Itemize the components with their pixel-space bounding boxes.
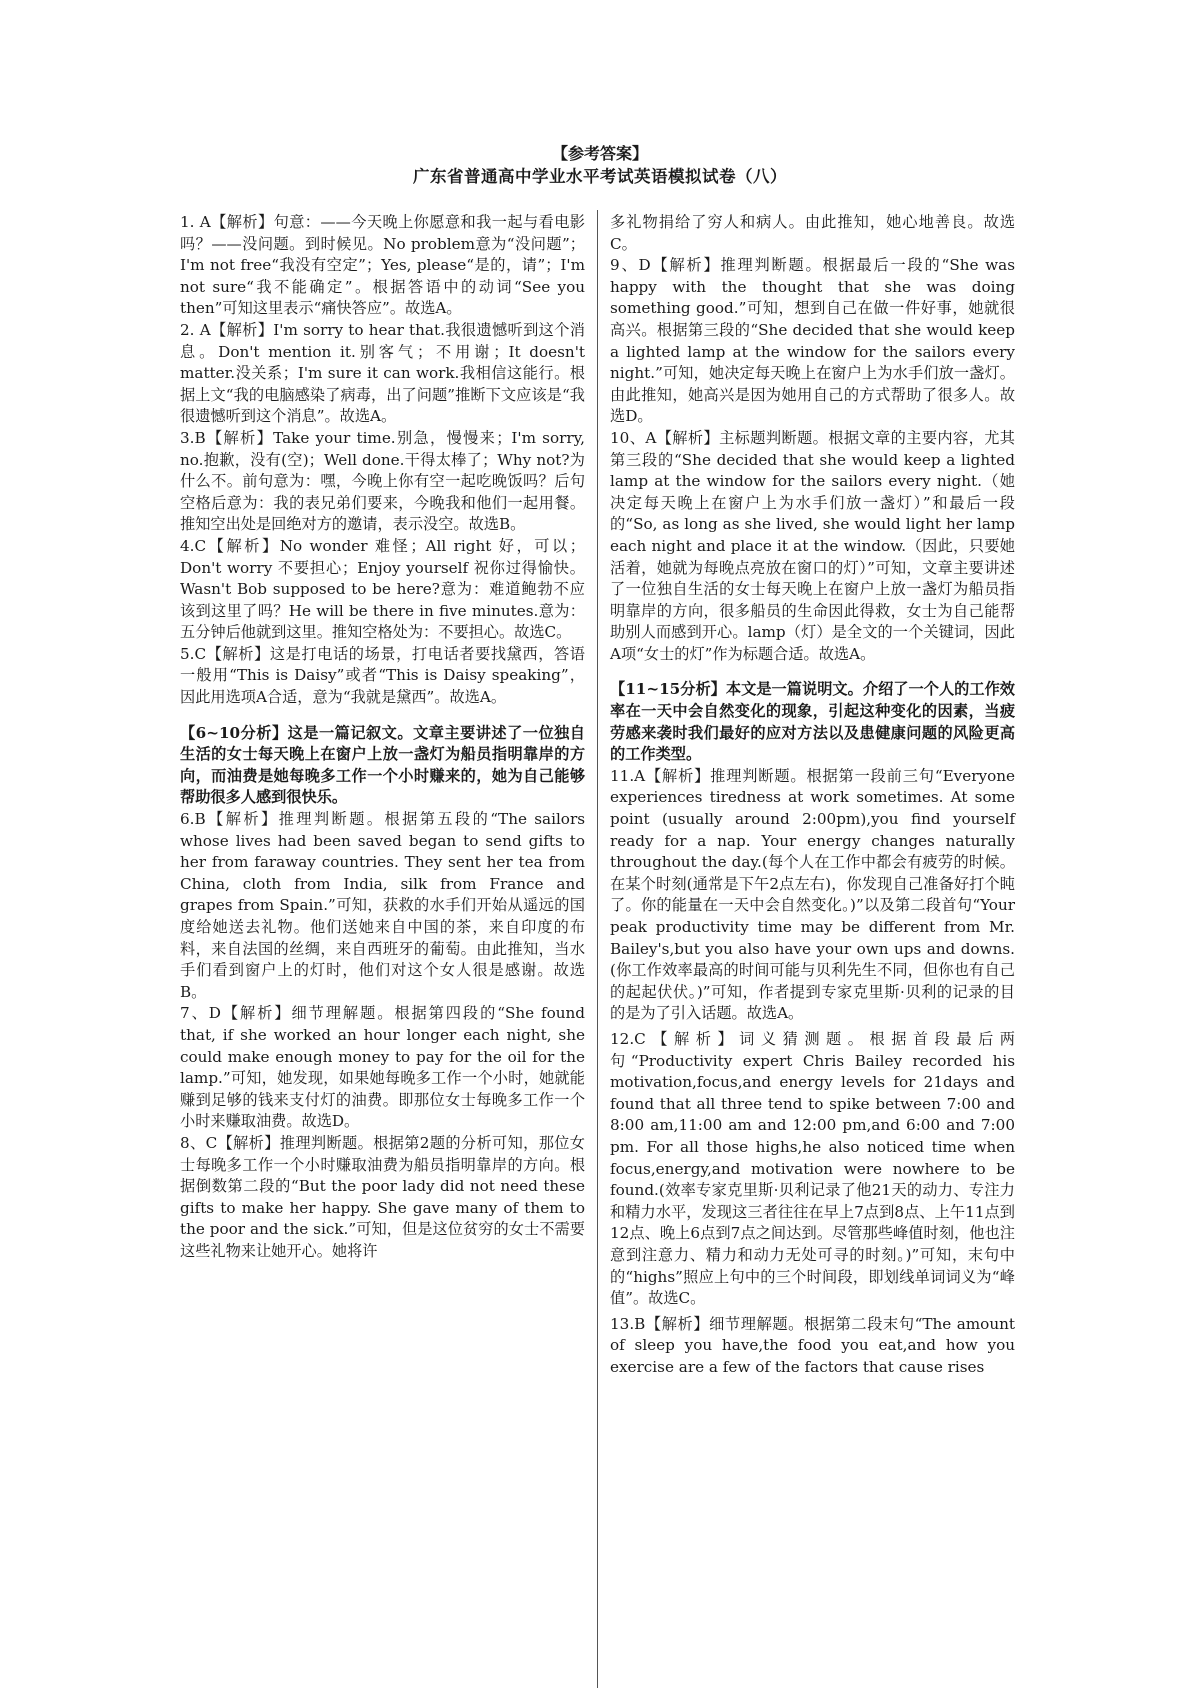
answer-key-label: 【参考答案】 [551,144,648,163]
answer-item: 1. A【解析】句意：——今天晚上你愿意和我一起与看电影吗？——没问题。到时候见。No problem意为“没问题”；I'm not free“我没有空定”；Yes, please“是的，请”；I'm not sure“我不能确定”。根据答语中的动词“See you then”可知这里表示“痛快答应”。故选A。 [180,213,585,318]
answer-item: 9、D【解析】推理判断题。根据最后一段的“She was happy with the thought that she was doing something good.”可知，想到自己在做一件好事，她就很高兴。根据第三段的“She decided that she would keep a lighted lamp at the window for the sailors every night.”可知，她决定每天晚上在窗户上为水手们放一盏灯。由此推知，她高兴是因为她用自己的方式帮助了很多人。故选D。 [610,256,1015,426]
right-column [610,212,1015,1378]
answer-item: 13.B【解析】细节理解题。根据第二段末句“The amount of sleep you have,the food you eat,and how you exercise are a few of the factors that cause rises [610,1314,1015,1376]
answer-item: 6.B【解析】推理判断题。根据第五段的“The sailors whose lives had been saved began to send gifts to her from faraway countries. They sent her tea from China, cloth from India, silk from France and grapes from Spain.”可知，获救的水手们开始从遥远的国度给她送去礼物。他们送她来自中国的茶，来自印度的布料，来自法国的丝绸，来自西班牙的葡萄。由此推知，当水手们看到窗户上的灯时，他们对这个女人很是感谢。故选B。 [180,810,585,1001]
answer-item: 4.C【解析】No wonder 难怪；All right 好，可以；Don't worry 不要担心；Enjoy yourself 祝你过得愉快。Wasn't Bob supposed to be here?意为：难道鲍勃不应该到这里了吗？He will be there in five minutes.意为：五分钟后他就到这里。推知空格处为：不要担心。故选C。 [180,536,585,642]
answer-item: 11.A【解析】推理判断题。根据第一段前三句“Everyone experiences tiredness at work sometimes. At some point (usually around 2:00pm),you find yourself ready for a nap. Your energy changes naturally throughout the day.(每个人在工作中都会有疲劳的时候。在某个时刻(通常是下午2点左右)，你发现自己准备好打个盹了。你的能量在一天中会自然变化。)”以及第二段首句“Your peak productivity time may be different from Mr. Bailey's,but you also have your own ups and downs.(你工作效率最高的时间可能与贝利先生不同，但你也有自己的起起伏伏。)”可知，作者提到专家克里斯·贝利的记录的目的是为了引入话题。故选A。 [610,766,1015,1023]
left-column [180,212,585,1263]
exam-title: 广东省普通高中学业水平考试英语模拟试卷（八） [413,167,787,186]
answer-item: 7、D【解析】细节理解题。根据第四段的“She found that, if she worked an hour longer each night, she could make enough money to pay for the oil for the lamp.”可知，她发现，如果她每晚多工作一个小时，她就能赚到足够的钱来支付灯的油费。即那位女士每晚多工作一个小时来赚取油费。故选D。 [180,1004,585,1131]
answer-item: 多礼物捐给了穷人和病人。由此推知，她心地善良。故选C。 [610,213,1015,253]
passage-analysis: 【11~15分析】本文是一篇说明文。介绍了一个人的工作效率在一天中会自然变化的现象，引起这种变化的因素，当疲劳感来袭时我们最好的应对方法以及患健康问题的风险更高的工作类型。 [610,680,1015,764]
header [0,143,1200,189]
column-divider [597,210,598,1688]
answer-item: 2. A【解析】I'm sorry to hear that.我很遗憾听到这个消息。Don't mention it.别客气；不用谢；It doesn't matter.没关系；I'm sure it can work.我相信这能行。根据上文“我的电脑感染了病毒，出了问题”推断下文应该是“我很遗憾听到这个消息”。故选A。 [180,320,585,426]
answer-item: 8、C【解析】推理判断题。根据第2题的分析可知，那位女士每晚多工作一个小时赚取油费为船员指明靠岸的方向。根据倒数第二段的“But the poor lady did not need these gifts to make her happy. She gave many of them to the poor and the sick.”可知，但是这位贫穷的女士不需要这些礼物来让她开心。她将许 [180,1133,585,1260]
answer-item: 12.C【解析】词义猜测题。根据首段最后两句“Productivity expert Chris Bailey recorded his motivation,focus,and energy levels for 21days and found that all three tend to spike between 7:00 and 8:00 am,11:00 am and 12:00 pm,and 6:00 and 7:00 pm. For all those highs,he also noticed time when focus,energy,and motivation were nowhere to be found.(效率专家克里斯·贝利记录了他21天的动力、专注力和精力水平，发现这三者往往在早上7点到8点、上午11点到12点、晚上6点到7点之间达到。尽管那些峰值时刻，他也注意到注意力、精力和动力无处可寻的时刻。)”可知，末句中的“highs”照应上句中的三个时间段，即划线单词词义为“峰值”。故选C。 [610,1029,1015,1308]
answer-item: 5.C【解析】这是打电话的场景，打电话者要找黛西，答语一般用“This is Daisy”或者“This is Daisy speaking”，因此用选项A合适，意为“我就是黛西”。故选A。 [180,644,585,707]
answer-item: 10、A【解析】主标题判断题。根据文章的主要内容，尤其第三段的“She decided that she would keep a lighted lamp at the window for the sailors every night.（她决定每天晚上在窗户上为水手们放一盏灯）”和最后一段的“So, as long as she lived, she would light her lamp each night and place it at the window.（因此，只要她活着，她就为每晚点亮放在窗口的灯）”可知，文章主要讲述了一位独自生活的女士每天晚上在窗户上放一盏灯为船员指明靠岸的方向，很多船员的生命因此得救，女士为自己能帮助别人而感到开心。lamp（灯）是全文的一个关键词，因此A项“女士的灯”作为标题合适。故选A。 [610,428,1015,663]
answer-item: 3.B【解析】Take your time.别急，慢慢来；I'm sorry, no.抱歉，没有(空)；Well done.干得太棒了；Why not?为什么不。前句意为：嘿，今晚上你有空一起吃晚饭吗？后句空格后意为：我的表兄弟们要来，今晚我和他们一起用餐。推知空出处是回绝对方的邀请，表示没空。故选B。 [180,428,585,534]
passage-analysis: 【6~10分析】这是一篇记叙文。文章主要讲述了一位独自生活的女士每天晚上在窗户上放一盏灯为船员指明靠岸的方向，而油费是她每晚多工作一个小时赚来的，她为自己能够帮助很多人感到很快乐。 [180,723,585,807]
